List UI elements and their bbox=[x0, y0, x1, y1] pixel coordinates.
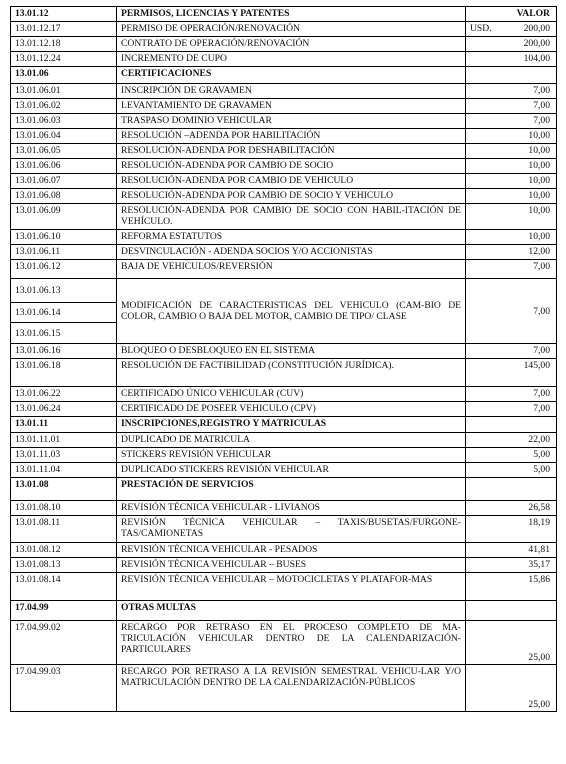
row-value: 12,00 bbox=[466, 245, 557, 260]
table-row bbox=[11, 448, 557, 463]
row-value bbox=[466, 67, 557, 84]
row-value: 7,00 bbox=[466, 387, 557, 402]
row-description: RESOLUCIÓN-ADENDA POR CAMBIO DE SOCIO CON HABIL-ITACIÓN DE VEHÍCULO. bbox=[117, 204, 466, 230]
table-row bbox=[11, 359, 557, 387]
row-description: REVISIÓN TÉCNICA VEHICULAR – TAXIS/BUSETAS/FURGONE-TAS/CAMIONETAS bbox=[117, 516, 466, 543]
section-row bbox=[11, 67, 557, 84]
row-code: 13.01.06.07 bbox=[11, 174, 117, 189]
row-description: REFORMA ESTATUTOS bbox=[117, 230, 466, 245]
row-code: 13.01.12.17 bbox=[11, 22, 117, 37]
currency-value bbox=[470, 23, 550, 34]
table-row bbox=[11, 463, 557, 478]
row-code: 13.01.06.04 bbox=[11, 129, 117, 144]
table-row bbox=[11, 22, 557, 37]
row-code: 13.01.11.01 bbox=[11, 433, 117, 448]
row-code: 13.01.08.11 bbox=[11, 516, 117, 543]
row-code: 13.01.06.05 bbox=[11, 144, 117, 159]
row-description: DESVINCULACIÓN - ADENDA SOCIOS Y/O ACCIONISTAS bbox=[117, 245, 466, 260]
table-row bbox=[11, 260, 557, 279]
row-value: 7,00 bbox=[466, 279, 557, 344]
row-code: 13.01.06.24 bbox=[11, 402, 117, 417]
row-description: REVISIÓN TÉCNICA VEHICULAR - PESADOS bbox=[117, 543, 466, 558]
table-row bbox=[11, 84, 557, 99]
row-value: 41,81 bbox=[466, 543, 557, 558]
table-row bbox=[11, 573, 557, 601]
row-value: 7,00 bbox=[466, 344, 557, 359]
table-row bbox=[11, 52, 557, 67]
row-value: 10,00 bbox=[466, 159, 557, 174]
row-code: 13.01.06.12 bbox=[11, 260, 117, 279]
row-code: 13.01.12.18 bbox=[11, 37, 117, 52]
row-value: 10,00 bbox=[466, 174, 557, 189]
row-code: 13.01.08.12 bbox=[11, 543, 117, 558]
row-code: 17.04.99.02 bbox=[11, 621, 117, 665]
row-value: 145,00 bbox=[466, 359, 557, 387]
row-description: CERTIFICACIONES bbox=[117, 67, 466, 84]
row-description: LEVANTAMIENTO DE GRAVAMEN bbox=[117, 99, 466, 114]
row-value: 5,00 bbox=[466, 463, 557, 478]
row-description: RECARGO POR RETRASO A LA REVISIÓN SEMESTRAL VEHICU-LAR Y/O MATRICULACIÓN DENTRO DE LA CALENDARIZACIÓN-PÚBLICOS bbox=[117, 665, 466, 712]
fee-table-body bbox=[11, 7, 557, 712]
row-value bbox=[466, 22, 557, 37]
row-code: 13.01.06.18 bbox=[11, 359, 117, 387]
row-description: OTRAS MULTAS bbox=[117, 601, 466, 621]
row-description: INCREMENTO DE CUPO bbox=[117, 52, 466, 67]
row-code: 13.01.08.10 bbox=[11, 501, 117, 516]
row-description: CONTRATO DE OPERACIÓN/RENOVACIÓN bbox=[117, 37, 466, 52]
table-row bbox=[11, 558, 557, 573]
row-description: BLOQUEO O DESBLOQUEO EN EL SISTEMA bbox=[117, 344, 466, 359]
row-code: 13.01.06.15 bbox=[11, 323, 117, 344]
row-description: RESOLUCIÓN-ADENDA POR CAMBIO DE SOCIO bbox=[117, 159, 466, 174]
row-description: CERTIFICADO DE POSEER VEHICULO (CPV) bbox=[117, 402, 466, 417]
table-row bbox=[11, 665, 557, 712]
table-row bbox=[11, 543, 557, 558]
row-description: CERTIFICADO ÚNICO VEHICULAR (CUV) bbox=[117, 387, 466, 402]
row-description: REVISIÓN TÉCNICA VEHICULAR - LIVIANOS bbox=[117, 501, 466, 516]
row-description: BAJA DE VEHICULOS/REVERSIÓN bbox=[117, 260, 466, 279]
table-row bbox=[11, 174, 557, 189]
row-code: 13.01.08.14 bbox=[11, 573, 117, 601]
row-value: 200,00 bbox=[466, 37, 557, 52]
row-code: 13.01.06.11 bbox=[11, 245, 117, 260]
table-row bbox=[11, 114, 557, 129]
row-value: 7,00 bbox=[466, 260, 557, 279]
table-row bbox=[11, 37, 557, 52]
table-row bbox=[11, 433, 557, 448]
row-code: 13.01.11.04 bbox=[11, 463, 117, 478]
row-value: 15,86 bbox=[466, 573, 557, 601]
row-description: REVISIÓN TÉCNICA VEHICULAR – BUSES bbox=[117, 558, 466, 573]
row-code: 13.01.06.22 bbox=[11, 387, 117, 402]
row-description: DUPLICADO STICKERS REVISIÓN VEHICULAR bbox=[117, 463, 466, 478]
row-code: 13.01.08.13 bbox=[11, 558, 117, 573]
row-value: 7,00 bbox=[466, 84, 557, 99]
row-value: 7,00 bbox=[466, 114, 557, 129]
table-row bbox=[11, 402, 557, 417]
row-description: STICKERS REVISIÓN VEHICULAR bbox=[117, 448, 466, 463]
section-row bbox=[11, 601, 557, 621]
row-description: PRESTACIÓN DE SERVICIOS bbox=[117, 478, 466, 501]
row-value: 10,00 bbox=[466, 230, 557, 245]
row-value bbox=[466, 417, 557, 433]
row-description: PERMISO DE OPERACIÓN/RENOVACIÓN bbox=[117, 22, 466, 37]
table-row bbox=[11, 189, 557, 204]
row-value: 10,00 bbox=[466, 144, 557, 159]
row-description: INSCRIPCIÓN DE GRAVAMEN bbox=[117, 84, 466, 99]
row-value: 18,19 bbox=[466, 516, 557, 543]
header-value: VALOR bbox=[466, 7, 557, 22]
row-value: 7,00 bbox=[466, 402, 557, 417]
row-code: 13.01.06 bbox=[11, 67, 117, 84]
row-code: 13.01.06.14 bbox=[11, 303, 117, 323]
row-value: 10,00 bbox=[466, 204, 557, 230]
fee-table-page bbox=[10, 6, 556, 712]
table-row bbox=[11, 387, 557, 402]
table-row bbox=[11, 159, 557, 174]
row-value: 22,00 bbox=[466, 433, 557, 448]
fee-table bbox=[10, 6, 557, 712]
table-row bbox=[11, 279, 557, 303]
table-row bbox=[11, 204, 557, 230]
row-code: 13.01.06.13 bbox=[11, 279, 117, 303]
row-code: 13.01.12.24 bbox=[11, 52, 117, 67]
table-row bbox=[11, 99, 557, 114]
row-description: RESOLUCIÓN-ADENDA POR DESHABILITACIÓN bbox=[117, 144, 466, 159]
row-code: 13.01.06.09 bbox=[11, 204, 117, 230]
section-row bbox=[11, 478, 557, 501]
row-code: 13.01.06.16 bbox=[11, 344, 117, 359]
row-description: DUPLICADO DE MATRICULA bbox=[117, 433, 466, 448]
row-value: 26,58 bbox=[466, 501, 557, 516]
row-code: 13.01.11 bbox=[11, 417, 117, 433]
row-code: 13.01.06.06 bbox=[11, 159, 117, 174]
section-row bbox=[11, 417, 557, 433]
row-description: RESOLUCIÓN-ADENDA POR CAMBIO DE SOCIO Y VEHICULO bbox=[117, 189, 466, 204]
header-description: PERMISOS, LICENCIAS Y PATENTES bbox=[117, 7, 466, 22]
row-value: 10,00 bbox=[466, 129, 557, 144]
table-row bbox=[11, 516, 557, 543]
row-code: 17.04.99.03 bbox=[11, 665, 117, 712]
row-value bbox=[466, 601, 557, 621]
table-row bbox=[11, 245, 557, 260]
row-code: 13.01.11.03 bbox=[11, 448, 117, 463]
row-description: REVISIÓN TÉCNICA VEHICULAR – MOTOCICLETAS Y PLATAFOR-MAS bbox=[117, 573, 466, 601]
table-row bbox=[11, 621, 557, 665]
row-code: 13.01.06.10 bbox=[11, 230, 117, 245]
row-description: MODIFICACIÓN DE CARACTERISTICAS DEL VEHICULO (CAM-BIO DE COLOR, CAMBIO O BAJA DEL MOTOR, CAMBIO DE TIPO/ CLASE bbox=[117, 279, 466, 344]
row-value: 10,00 bbox=[466, 189, 557, 204]
currency-label: USD. bbox=[470, 23, 492, 34]
row-value: 25,00 bbox=[466, 621, 557, 665]
table-row bbox=[11, 344, 557, 359]
table-row bbox=[11, 230, 557, 245]
amount: 200,00 bbox=[523, 23, 550, 34]
row-description: INSCRIPCIONES,REGISTRO Y MATRICULAS bbox=[117, 417, 466, 433]
row-value: 104,00 bbox=[466, 52, 557, 67]
row-code: 13.01.06.02 bbox=[11, 99, 117, 114]
row-description: RECARGO POR RETRASO EN EL PROCESO COMPLETO DE MA-TRICULACIÓN VEHICULAR DENTRO DE LA CALENDARIZACIÓN-PARTICULARES bbox=[117, 621, 466, 665]
row-value: 25,00 bbox=[466, 665, 557, 712]
row-description: RESOLUCIÓN-ADENDA POR CAMBIO DE VEHICULO bbox=[117, 174, 466, 189]
header-code: 13.01.12 bbox=[11, 7, 117, 22]
table-header-row bbox=[11, 7, 557, 22]
row-code: 13.01.06.08 bbox=[11, 189, 117, 204]
row-description: RESOLUCIÓN –ADENDA POR HABILITACIÓN bbox=[117, 129, 466, 144]
row-code: 13.01.06.01 bbox=[11, 84, 117, 99]
row-description: RESOLUCIÓN DE FACTIBILIDAD (CONSTITUCIÓN JURÍDICA). bbox=[117, 359, 466, 387]
row-code: 13.01.08 bbox=[11, 478, 117, 501]
row-value: 7,00 bbox=[466, 99, 557, 114]
row-value: 35,17 bbox=[466, 558, 557, 573]
row-code: 13.01.06.03 bbox=[11, 114, 117, 129]
row-value: 5,00 bbox=[466, 448, 557, 463]
table-row bbox=[11, 501, 557, 516]
row-value bbox=[466, 478, 557, 501]
row-code: 17.04.99 bbox=[11, 601, 117, 621]
table-row bbox=[11, 129, 557, 144]
row-description: TRASPASO DOMINIO VEHICULAR bbox=[117, 114, 466, 129]
table-row bbox=[11, 144, 557, 159]
